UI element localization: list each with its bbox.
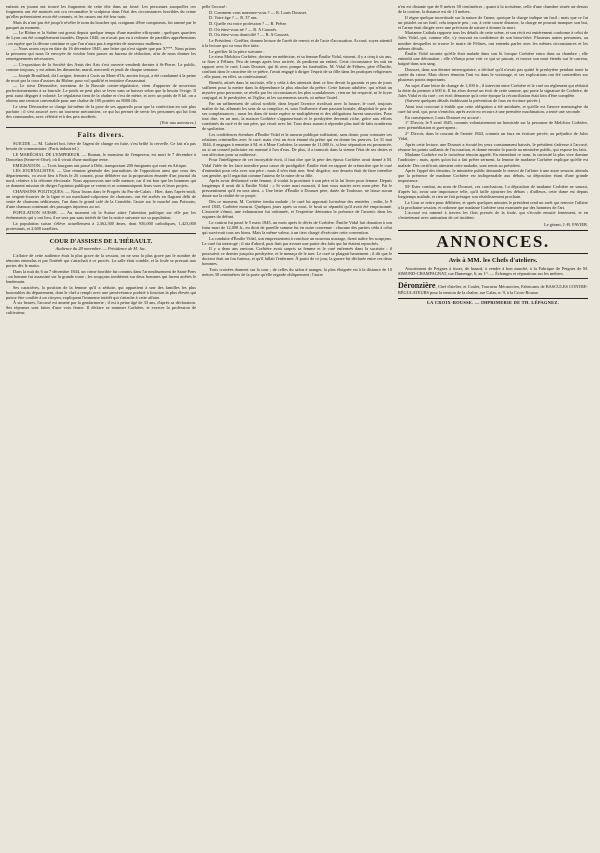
paragraph: Dans la nuit du 6 au 7 décembre 1844, un crime horrible fut commis dans l'arrondissement de Saint-Pons ; un homme fut assassiné sur la grande route ; les soupçons tombèrent sur deux hommes qui furent arrêtés le lendemain. — [6, 268, 196, 284]
paragraph: Marianne Cathala rapporte tous les détails de cette scène, et son récit est entièrement conforme à celui de Jules Vidal, qui, comme elle, s'y trouvait en confidence de son beau-frère. Plusieurs autres personnes, au nombre desquelles se trouve le maire de Félines, ont entendu parler avec les mêmes circonstances et les mêmes détails. — [398, 30, 588, 51]
paragraph: Ainsi tout concourt à établir que cette obligation a été antidatée, et qu'elle est l'œuvre mensongère du curé lui seul, qui, pour s'enrichir, après avoir eu recours à une première machination, a tenté une seconde. — [398, 104, 588, 115]
advertisement-peignes: Assortiment de Peignes à tisser, de hasard, à vendre à bon marché, à la Fabrique de Peignes de M. SIMOND-CHAMPAGNAT, rue Dumenge, 6, au 1ᵉʳ. — Échanges et réparations sur les métiers. — [398, 266, 588, 277]
gerant-signature: Le gérant, J.-B. FAVIER. — [544, 222, 588, 228]
paragraph: Par un raffinement de calcul sordide, dans lequel l'avarice rivalisait avec la luxure, le curé, toujours maître de lui, allumait les sens de sa complice, et, sous l'influence d'une passion brutale, dilapidait le prix de ses complaisances ; aussi les dons de toute espèce se multiplièrent et des obligations furent souscrites. Pour tout dire, en un mot, la maison Corbière s'appauvrissait et le presbytère devenait riche, grâce aux efforts combinés du curé et de son père, qui vivait avec lui. Tous deux auront à répondre plus tard de faits nombreux de spoliation. — [202, 100, 392, 132]
paragraph: D. Quelle est votre profession ? — R. Prêtre. — [209, 20, 288, 26]
avis-heading: Avis à MM. les Chefs d'ateliers. — [448, 257, 538, 265]
paragraph: Le Président : Greffier, donnez lecture de l'arrêt de renvoi et de l'acte d'accusation. Accusé, soyez attentif à la lecture qui va vous être faite. — [202, 37, 392, 48]
column-2 — [202, 4, 392, 845]
annonce-reference: (Voir aux annonces.) — [159, 120, 196, 126]
paragraph: enfants en jouant ont trouvé les fragments de cette tête dans un fossé. Les personnes auxquelles ces fragments ont été montrés ont cru reconnaître le sculpteur dans l'état des circonstances horribles du crime qu'elles présentaient avoir été commis, et les causes ont été leur train. — [6, 4, 196, 20]
paragraph: n'en est distante que de 8 mètres 50 centimètres ; quant à la troisième, celle d'une chambre située au-dessus de la cuisine, la distance est de 13 mètres. — [398, 4, 588, 15]
divider — [6, 233, 196, 234]
news-item: CHANSONS POLITIQUES. — Nous lisons dans le Progrès du Pas-de-Calais : Hier, dans l'après-midi, un sergent-fourrier de la ligne et un marchand-colporteur de chansons, ont été arrêtés en flagrant délit de vente de chansons séditieuses, l'un dans le grand café de la Comédie, l'autre sur le marché aux Poissons, d'une chanson contenant des passages injurieux au roi. — [6, 189, 196, 210]
paragraph: Émilie Vidal raconte qu'elle était malade dans son lit lorsque Corbière entra dans sa chambre ; elle entendit une détonation ; elle s'élança pour voir ce qui se passait, et trouva son mari étendu sur le carreau, baigné dans son sang. — [398, 51, 588, 67]
paragraph: Trois croisées donnent sur la cour ; de celles du salon à manger, la plus éloignée est à la distance de 10 mètres 30 centimètres de la porte qu'elle regarde obliquement ; l'autre — [202, 267, 392, 278]
paragraph: Les confidences étendues d'Émilie Vidal et la rumeur publique suffiraient, sans doute, pour constater ces relations criminelles avec le curé, mais c'est un écrit émané du prêtre qui en donne les preuves. Le 31 mai 1844, il engagea à remettre à M. et à Mme Corbière, la somme de 11,000 fr., si leur séparation est prononcée, ou si un conseil judiciaire est nommé à l'un d'eux. De plus, il a transcrit dans la sienne l'état de ses dettes et son affection pour sa maîtresse. — [202, 131, 392, 157]
paragraph: Le sieur Déronzière se charge lui-même de la pose de ses appareils pour que la confection en soit plus parfaite ; il s'est associé avec un tourneur mécanicien, ce qui lui permet de servir les personnes qui lui font des commandes, avec célérité et à des prix modérés. — [6, 104, 196, 120]
paragraph: Mais ils n'ont pas été jusqu'à révéler le nom du boucher qui, craignant d'être compromis, fut amené par le parquet au moment. — [6, 19, 196, 30]
court-heading: COUR D'ASSISES DE L'HÉRAULT. — [49, 237, 153, 245]
advertisement-body: , Chef d'atelier, et Coulet, Tourneur Mécanicien, Fabricants de BASCULES CONTRE-RÉGULATEURS pour la tension de la chaîne, rue Calas, n. 9, à la Croix-Rousse. — [398, 284, 588, 296]
column-1 — [6, 4, 196, 845]
paragraph: Le sieur Melchior Corbière, docteur en médecine, et sa femme Émilie Vidal, vinrent, il y a cinq à six ans, se fixer à Félines. Peu de temps après leur arrivée, ils perdirent un enfant. Cette circonstance les mit en rapport avec le curé, Louis Dousset, qui fit avec pompe les funérailles. M. Vidal de Félines, père d'Émilie, confiant dans le caractère de ce prêtre, l'avait engagé à diriger l'esprit de sa fille dans les pratiques religieuses ; elle parut, en effet, sa confessionnal. — [202, 54, 392, 80]
paragraph: D. Votre âge ? — R. 37 ans. — [209, 15, 258, 21]
paragraph: Après cette lecture, une Dousset a écouté les yeux constamment baissés, le président s'adresse à l'accusé, résume les points saillants de l'accusation, et donne ensuite la parole au ministère public, qui expose les faits. — [398, 141, 588, 152]
paragraph: Il règne quelque incertitude sur la nature de l'arme, quoique la charge indique un fusil ; mais que ce fut un pistolet ou un fusil, cela importe peu ; car, à cette courte distance, la charge ne pouvait manquer son but, et l'arme était dirigée avec une précision de nature à donner la mort. — [398, 14, 588, 30]
paragraph: Le greffier lit la pièce suivante : — [209, 48, 265, 54]
paragraph: D. Où étiez-vous domicilié ? — R. A Caussés. — [209, 32, 290, 38]
paragraph: Dousset, dans son dernier interrogatoire, a déclaré qu'il n'avait pas quitté le presbytère pendant toute la soirée du crime. Mais divers témoins l'ont vu dans le voisinage, et ses explications ont été contredites sur plusieurs points importants. — [398, 66, 588, 83]
paragraph: — L'exposition de la Société des Amis des Arts s'est ouverte vendredi dernier à St-Pierre. Le public, comme toujours, y est admis les dimanche, mardi, mercredi et jeudi de chaque semaine. — [6, 61, 196, 72]
paragraph: Après l'appel des témoins, le ministère public demande le renvoi de l'affaire à une autre session, attendu que la présence de madame Corbière est indispensable aux débats, sa déposition étant d'une grande importance. — [398, 168, 588, 184]
news-item: POPULATION SUISSE. — Au moment où la Suisse attire l'attention publique sur elle par les événements qui y ont lieu, il ne sera pas sans intérêt de lire la notice suivante sur sa population. — [6, 209, 196, 220]
paragraph: À six heures, l'accusé est amené par la gendarmerie ; il est à peine âgé de 33 ans, d'après sa déclaration. Ses réponses sont faites d'une voix ferme. Il déclare se nommer Corbière, et exercer la profession de cultivateur. — [6, 300, 196, 316]
advertisement-bascules — [398, 278, 588, 295]
news-item: La population suisse s'élève actuellement à 2,362,300 âmes, dont 936,000 catholiques, 1,423,000 protestants, et 2,600 israélites. — [6, 220, 196, 231]
paragraph: — Joseph Brouillard, dit Lavigne, fermier à Curis au Mont-d'Or, ancien forçat, a été condamné à la peine de mort par la cour d'assises du Rhône, pour vol qualifié et tentative d'assassinat. — [6, 72, 196, 83]
paragraph: pelle l'accusé : — [202, 4, 228, 9]
faits-divers-heading: Faits divers. — [77, 131, 125, 140]
paragraph: Le contrat fut passé le 5 mars 1845, un mois après le décès de Corbière. Émilie Vidal fait donation à son futur mari de 12,000 fr., en droit de pareille somme fut en outre convenue : chacune des parties céda à celui qui survivrait tous ses biens. Mais la même valeur, à un tiers chargé d'exécuter cette convention. — [202, 219, 392, 235]
paragraph: 1° D'avoir, le 9 avril 1845, commis volontairement un homicide sur la personne de Melchior Corbière, avec préméditation et guet-apens ; — [398, 120, 588, 131]
paragraph: Madame Corbière est le troisième témoin appelé. En entendant ce nom, la curiosité la plus vive domine l'auditoire ; mais, après qu'on lui a fait prêter serment, la femme de madame Corbière explique qu'elle est malade. Des certificats attestent cette maladie, sont remis au président. — [398, 152, 588, 168]
paragraph: La Cour se retire pour délibérer, et après quelques minutes le président rend un arrêt qui renvoie l'affaire à la prochaine session, et ordonne que madame Corbière sera examinée par des hommes de l'art. — [398, 199, 588, 210]
paragraph: L'affaire de cette audience était la plus grave de la session, on ne sera la plus grave par le nombre de témoins entendus et par l'intérêt qui s'attachait à ce procès. La salle était comble, et la foule se pressait aux portes dès le matin. — [6, 253, 196, 269]
paragraph: Après avoir déshonoré cette femme, il voulut la prostituer à son père et la lui livrer pour femme. Depuis longtemps il avait dit à Émilie Vidal : « Si votre mari mourait, il faut vous marier avec mon père. Fai le pressentiment qu'il en sera ainsi. » Une lettre d'Émilie à Dousset père, datée de Toulouse, ne laisse aucun doute sur la réalité de ce projet. — [202, 178, 392, 199]
paragraph: Dès ce moment, M. Corbière tomba malade ; le curé lui apportait lui-même des remèdes ; enfin, le 9 avril 1845, Corbière mourut. Quelques jours après sa mort, le bruit se répandit qu'il avait été empoisonné. L'autorité s'émut, une exhumation fut ordonnée, et l'expertise démontra la présence de l'arsenic dans les organes du défunt. — [202, 199, 392, 220]
divider — [6, 127, 196, 128]
paragraph: D. Où étiez-vous né ? — R. A Caussés. — [209, 26, 278, 32]
paragraph: (Suivent quelques détails établissant la prévention de faux en écriture privée.) — [405, 98, 540, 104]
paragraph: Pour l'intelligence de cet incroyable écrit, il faut dire que la père des époux Corbière avait donné à M. Vidal l'idée de les faire interdire pour cause de prodigalité. Émilie était en rapport de créancière que le curé d'entendait pour cela avec son père ; mais il n'en était rien. Seul disgrâce, son dessein était de faire interdire son gendre, qu'il regardait comme l'auteur de la ruine de sa fille. — [202, 157, 392, 178]
paragraph: Ses caractères, la position de la femme qu'il a séduite, qui appartient à une des familles les plus honorables du département, dont le chef a rempli avec une persévérance probité à fonction la plus élevée qui puisse être confiée à un citoyen, expliquent l'immense intérêt qui s'attache à cette affaire. — [6, 284, 196, 300]
paragraph: La conduite d'Émilie Vidal, son empressement à conclure un nouveau mariage, firent naître les soupçons. Le curé fut interrogé ; il nia d'abord, puis finit par avouer une partie des faits qui lui étaient reprochés. — [202, 235, 392, 246]
paragraph: — Nous avons reçu en date du 16 décembre 1845, une lettre qui n'est signée que par X***. Nous prions la personne qui nous l'a envoyée de vouloir bien passer au bureau de rédaction, afin de nous donner les renseignements nécessaires. — [6, 46, 196, 62]
paragraph: Il y a deux ans environ, Corbière avait surpris sa femme et le curé enfermés dans la sacristie ; il poursuivit ce dernier jusqu'au presbytère, et le menaça de le tuer. Le curé se plaignit hautement ; il dit que le docteur était un fou furieux, et qu'il fallait l'enfermer. À partir de ce jour, la guerre fut déclarée entre ces deux hommes. — [202, 246, 392, 267]
paragraph: Mᵉ Ester combat, au nom de Dousset, ces conclusions. La déposition de madame Corbière ne saurait, d'après lui, avoir une importance telle, qu'il faille ajourner les débats ; d'ailleurs, cette dame est depuis longtemps malade, et rien ne fait présager son rétablissement prochain. — [398, 183, 588, 199]
paragraph: Au sujet d'une lettre de change de 1,100 fr., il intervint entre Corbière et le curé un règlement qui réduisit la dette du premier à 600 fr. Il fut alors dressé un écrit de cette somme, qui porte la signature de Corbière, de Jules Vidal et du curé ; cet écrit démontre qu'à cette époque la réconciliation était loin d'être complète. — [398, 82, 588, 98]
newspaper-page — [6, 4, 594, 845]
advertisement-text — [398, 281, 588, 295]
paragraph: En conséquence, Louis Dousset est accusé : — [405, 114, 482, 120]
paragraph: Bientôt, attirés dans la sacristie, elle y céda à des attentats dont ce lieu devait la garantir et peu de jours suffirent pour la mettre dans la dépendance la plus absolue du prêtre. Cette liaison adultère, qui n'était un mystère pour personne, se révéla par les circonstances les plus scandaleuses ; rien ne fut respecté, ni le foyer conjugal, ni le presbytère, ni l'église, ni les sacrements sacrés, ni même l'autel. — [202, 80, 392, 101]
news-item: LE MARÉCHAL DE L'EMPEREUR. — Boutan, le monsieur de l'empereur, est mort le 7 décembre à Doncelan (Seine-et-Oise), où il vivait d'une modique rente. — [6, 151, 196, 162]
paragraph: L'accusé est ramené à travers les flots pressés de la foule, qui s'écoule ensuite lentement, et en s'entretenant avec animation de cet incident. — [398, 210, 588, 221]
paragraph: — Le Rhône et la Saône ont grossi depuis quelque temps d'une manière effrayante ; quelques quartiers de Lyon ont été complètement inondés. Depuis 1840, on n'avait pas eu à redouter de pareilles appréhensions ; on espère que la décrue continue et que l'on n'aura pas à regretter de nouveaux malheurs. — [6, 30, 196, 46]
paragraph: D. Comment vous nommez-vous ? — R. Louis Dousset. — [209, 9, 308, 15]
annonces-heading: ANNONCES. — [398, 230, 588, 254]
news-item: EMIGRATION. — Trois lourgons ont passé à Dôle, transportant 200 émigrants qui vont en Afrique. — [13, 162, 188, 168]
advertiser-name: Déronzière — [398, 281, 436, 291]
news-item: LES JOURNALISTES. — Une réunion générale des journalistes de l'opposition ainsi que ceux des départements, va avoir lieu à Paris le 26 courant, pour délibérer sur la proposition émanée d'un journal du nord, relative à la réforme électorale. Nous approuvons une telle mesure, car il est bon que les hommes qui se donnent mission de diriger l'opinion publique se voient et se communiquent leurs vues et leurs projets. — [6, 168, 196, 189]
column-3 — [398, 4, 588, 845]
paragraph: 2° D'avoir, dans le courant de l'année 1844, commis un faux en écriture privée, au préjudice de Jules Vidal. — [398, 131, 588, 142]
imprint-line: LA CROIX-ROUSSE. — IMPRIMERIE DE TH. LÉPAGNEZ. — [398, 298, 588, 305]
paragraph: — Le sieur Déronzière, inventeur de la Bascule contre-régulatrice, vient d'apporter de nouveaux perfectionnements à sa bascule. Le poids ne peut plus se lever sans se baisser selon que la besoin l'exige. Il peut aussi dégager à volonté. Le régulateur tient de la chaîne et c'est de mètre, et avec un poids de 8 kil. on a obtenu une tension convenable pour une chaîne de 100 portées ou 8000 fils. — [6, 83, 196, 104]
news-item: SUICIDE. — M. Gabriel bot, frère de l'agent de change en fuite, s'est brûlé la cervelle. Ce fait n'a pas besoin de commentaire. (Paris industriel.) — [6, 141, 196, 152]
court-subheading: Audience du 28 novembre. — Présidence de M. Jac. — [55, 246, 147, 252]
